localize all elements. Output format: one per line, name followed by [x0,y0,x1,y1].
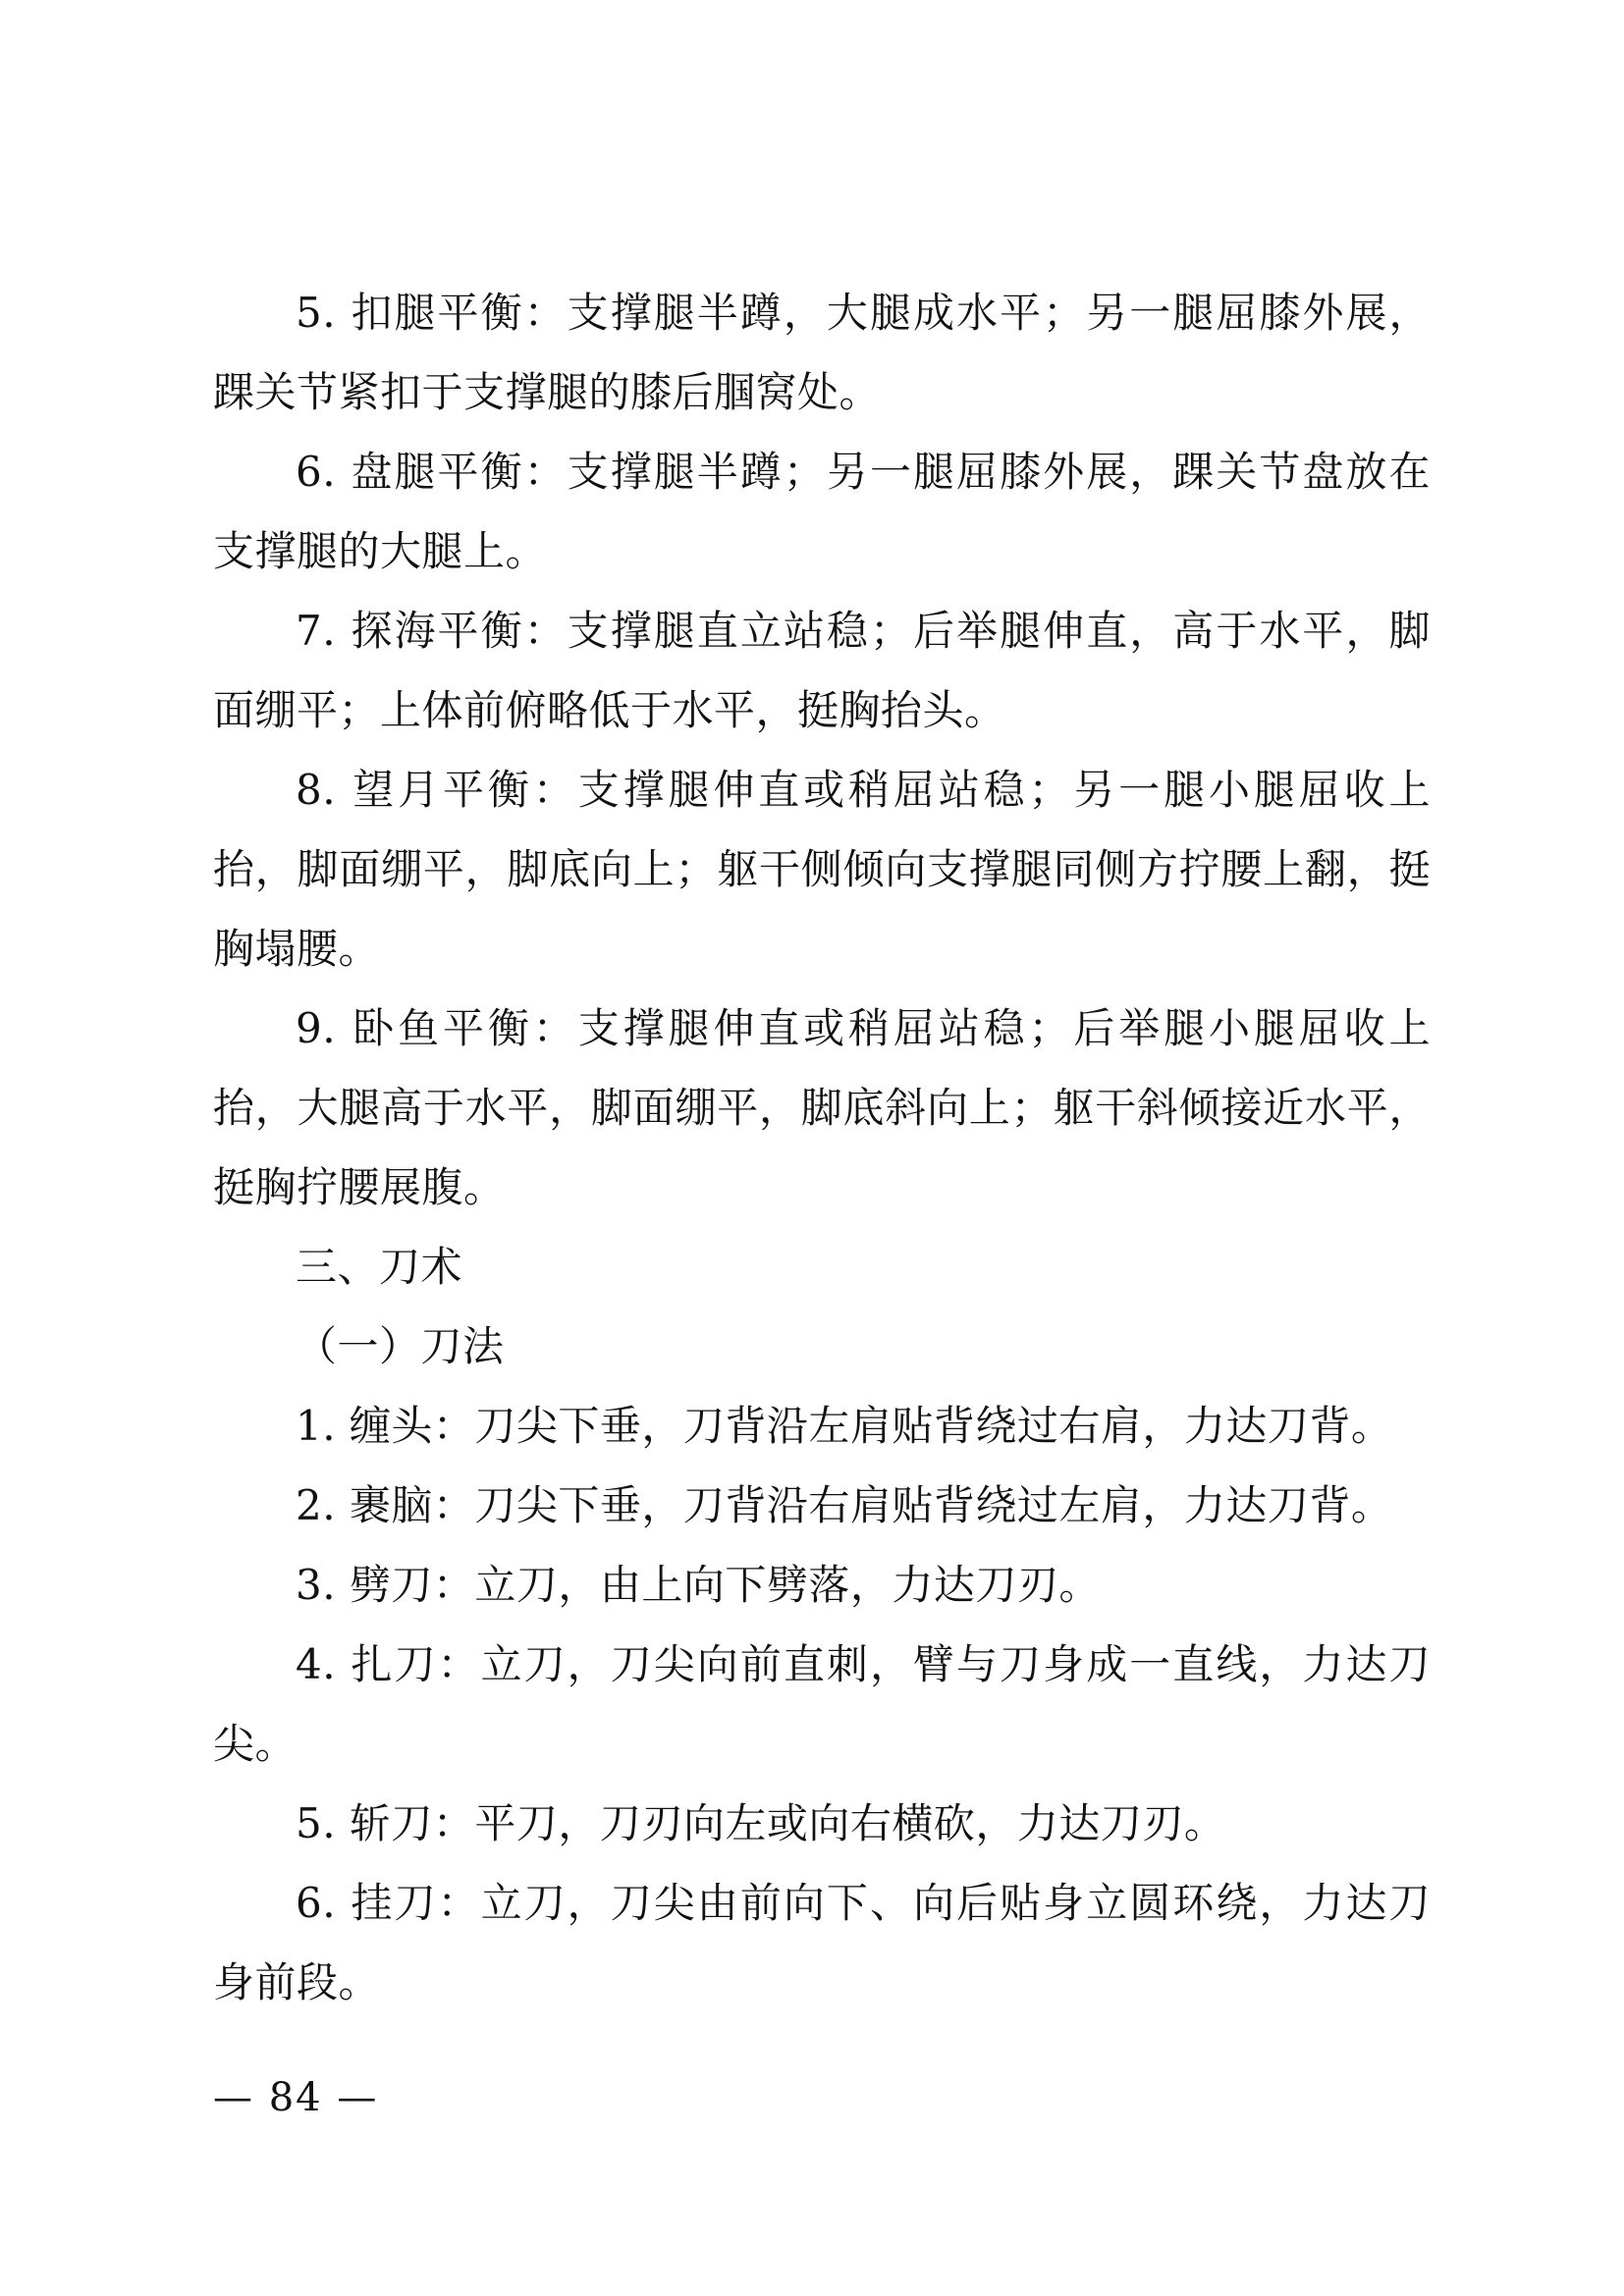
subsection-heading-techniques: （一）刀法 [296,1322,505,1370]
paragraph-9-wo-yu-balance: 9. 卧鱼平衡：支撑腿伸直或稍屈站稳；后举腿小腿屈收上抬，大腿高于水平，脚面绷平，脚底斜向上；躯干斜倾接近水平，挺胸拧腰展腹。 [213,1004,1431,1211]
paragraph-7-tan-hai-balance: 7. 探海平衡：支撑腿直立站稳；后举腿伸直，高于水平，脚面绷平；上体前俯略低于水平，挺胸抬头。 [213,607,1431,734]
paragraph-6-pan-tui-balance: 6. 盘腿平衡：支撑腿半蹲；另一腿屈膝外展，踝关节盘放在支撑腿的大腿上。 [213,448,1431,575]
paragraph-5-zhan-dao: 5. 斩刀：平刀，刀刃向左或向右横砍，力达刀刃。 [296,1799,1226,1847]
paragraph-6-gua-dao: 6. 挂刀：立刀，刀尖由前向下、向后贴身立圆环绕，力达刀身前段。 [213,1879,1431,2006]
paragraph-8-wang-yue-balance: 8. 望月平衡：支撑腿伸直或稍屈站稳；另一腿小腿屈收上抬，脚面绷平，脚底向上；躯干侧倾向支撑腿同侧方拧腰上翻，挺胸塌腰。 [213,766,1431,973]
page-body [213,273,1431,2022]
paragraph-5-kou-tui-balance: 5. 扣腿平衡：支撑腿半蹲，大腿成水平；另一腿屈膝外展，踝关节紧扣于支撑腿的膝后腘窝处。 [213,289,1431,416]
section-heading-broadsword: 三、刀术 [296,1243,463,1291]
paragraph-4-zha-dao: 4. 扎刀：立刀，刀尖向前直刺，臂与刀身成一直线，力达刀尖。 [213,1640,1431,1768]
paragraph-1-chan-tou: 1. 缠头：刀尖下垂，刀背沿左肩贴背绕过右肩，力达刀背。 [296,1402,1393,1450]
page-number: — 84 — [213,2075,379,2120]
paragraph-3-pi-dao: 3. 劈刀：立刀，由上向下劈落，力达刀刃。 [296,1561,1101,1609]
paragraph-2-guo-nao: 2. 裹脑：刀尖下垂，刀背沿右肩贴背绕过左肩，力达刀背。 [296,1481,1393,1529]
